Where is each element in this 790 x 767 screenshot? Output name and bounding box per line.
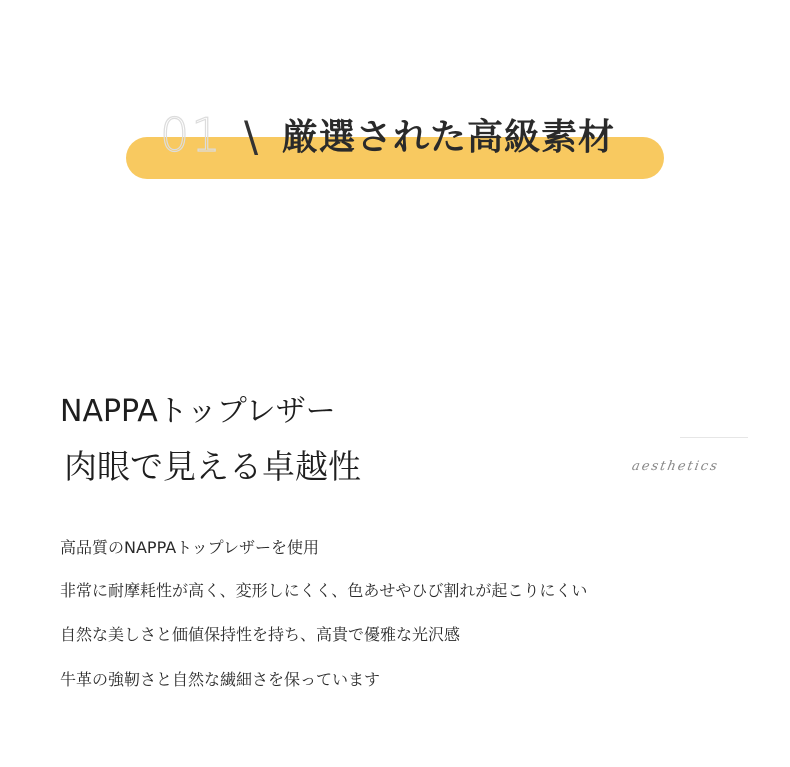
- section-separator: \: [244, 112, 259, 161]
- section-number: 01: [160, 108, 223, 162]
- headline-line-2: 肉眼で見える卓越性: [64, 447, 361, 486]
- section-title: 厳選された高級素材: [282, 117, 616, 158]
- feature-item: 非常に耐摩耗性が高く、変形しにくく、色あせやひび割れが起こりにくい: [60, 581, 588, 600]
- feature-item: 高品質のNAPPAトップレザーを使用: [60, 538, 320, 557]
- headline-line-1: NAPPAトップレザー: [60, 394, 336, 429]
- decorative-script-text: aesthetics: [630, 459, 721, 474]
- feature-item: 牛革の強靭さと自然な繊細さを保っています: [60, 670, 381, 689]
- decorative-divider: [680, 437, 748, 438]
- feature-item: 自然な美しさと価値保持性を持ち、高貴で優雅な光沢感: [60, 625, 461, 644]
